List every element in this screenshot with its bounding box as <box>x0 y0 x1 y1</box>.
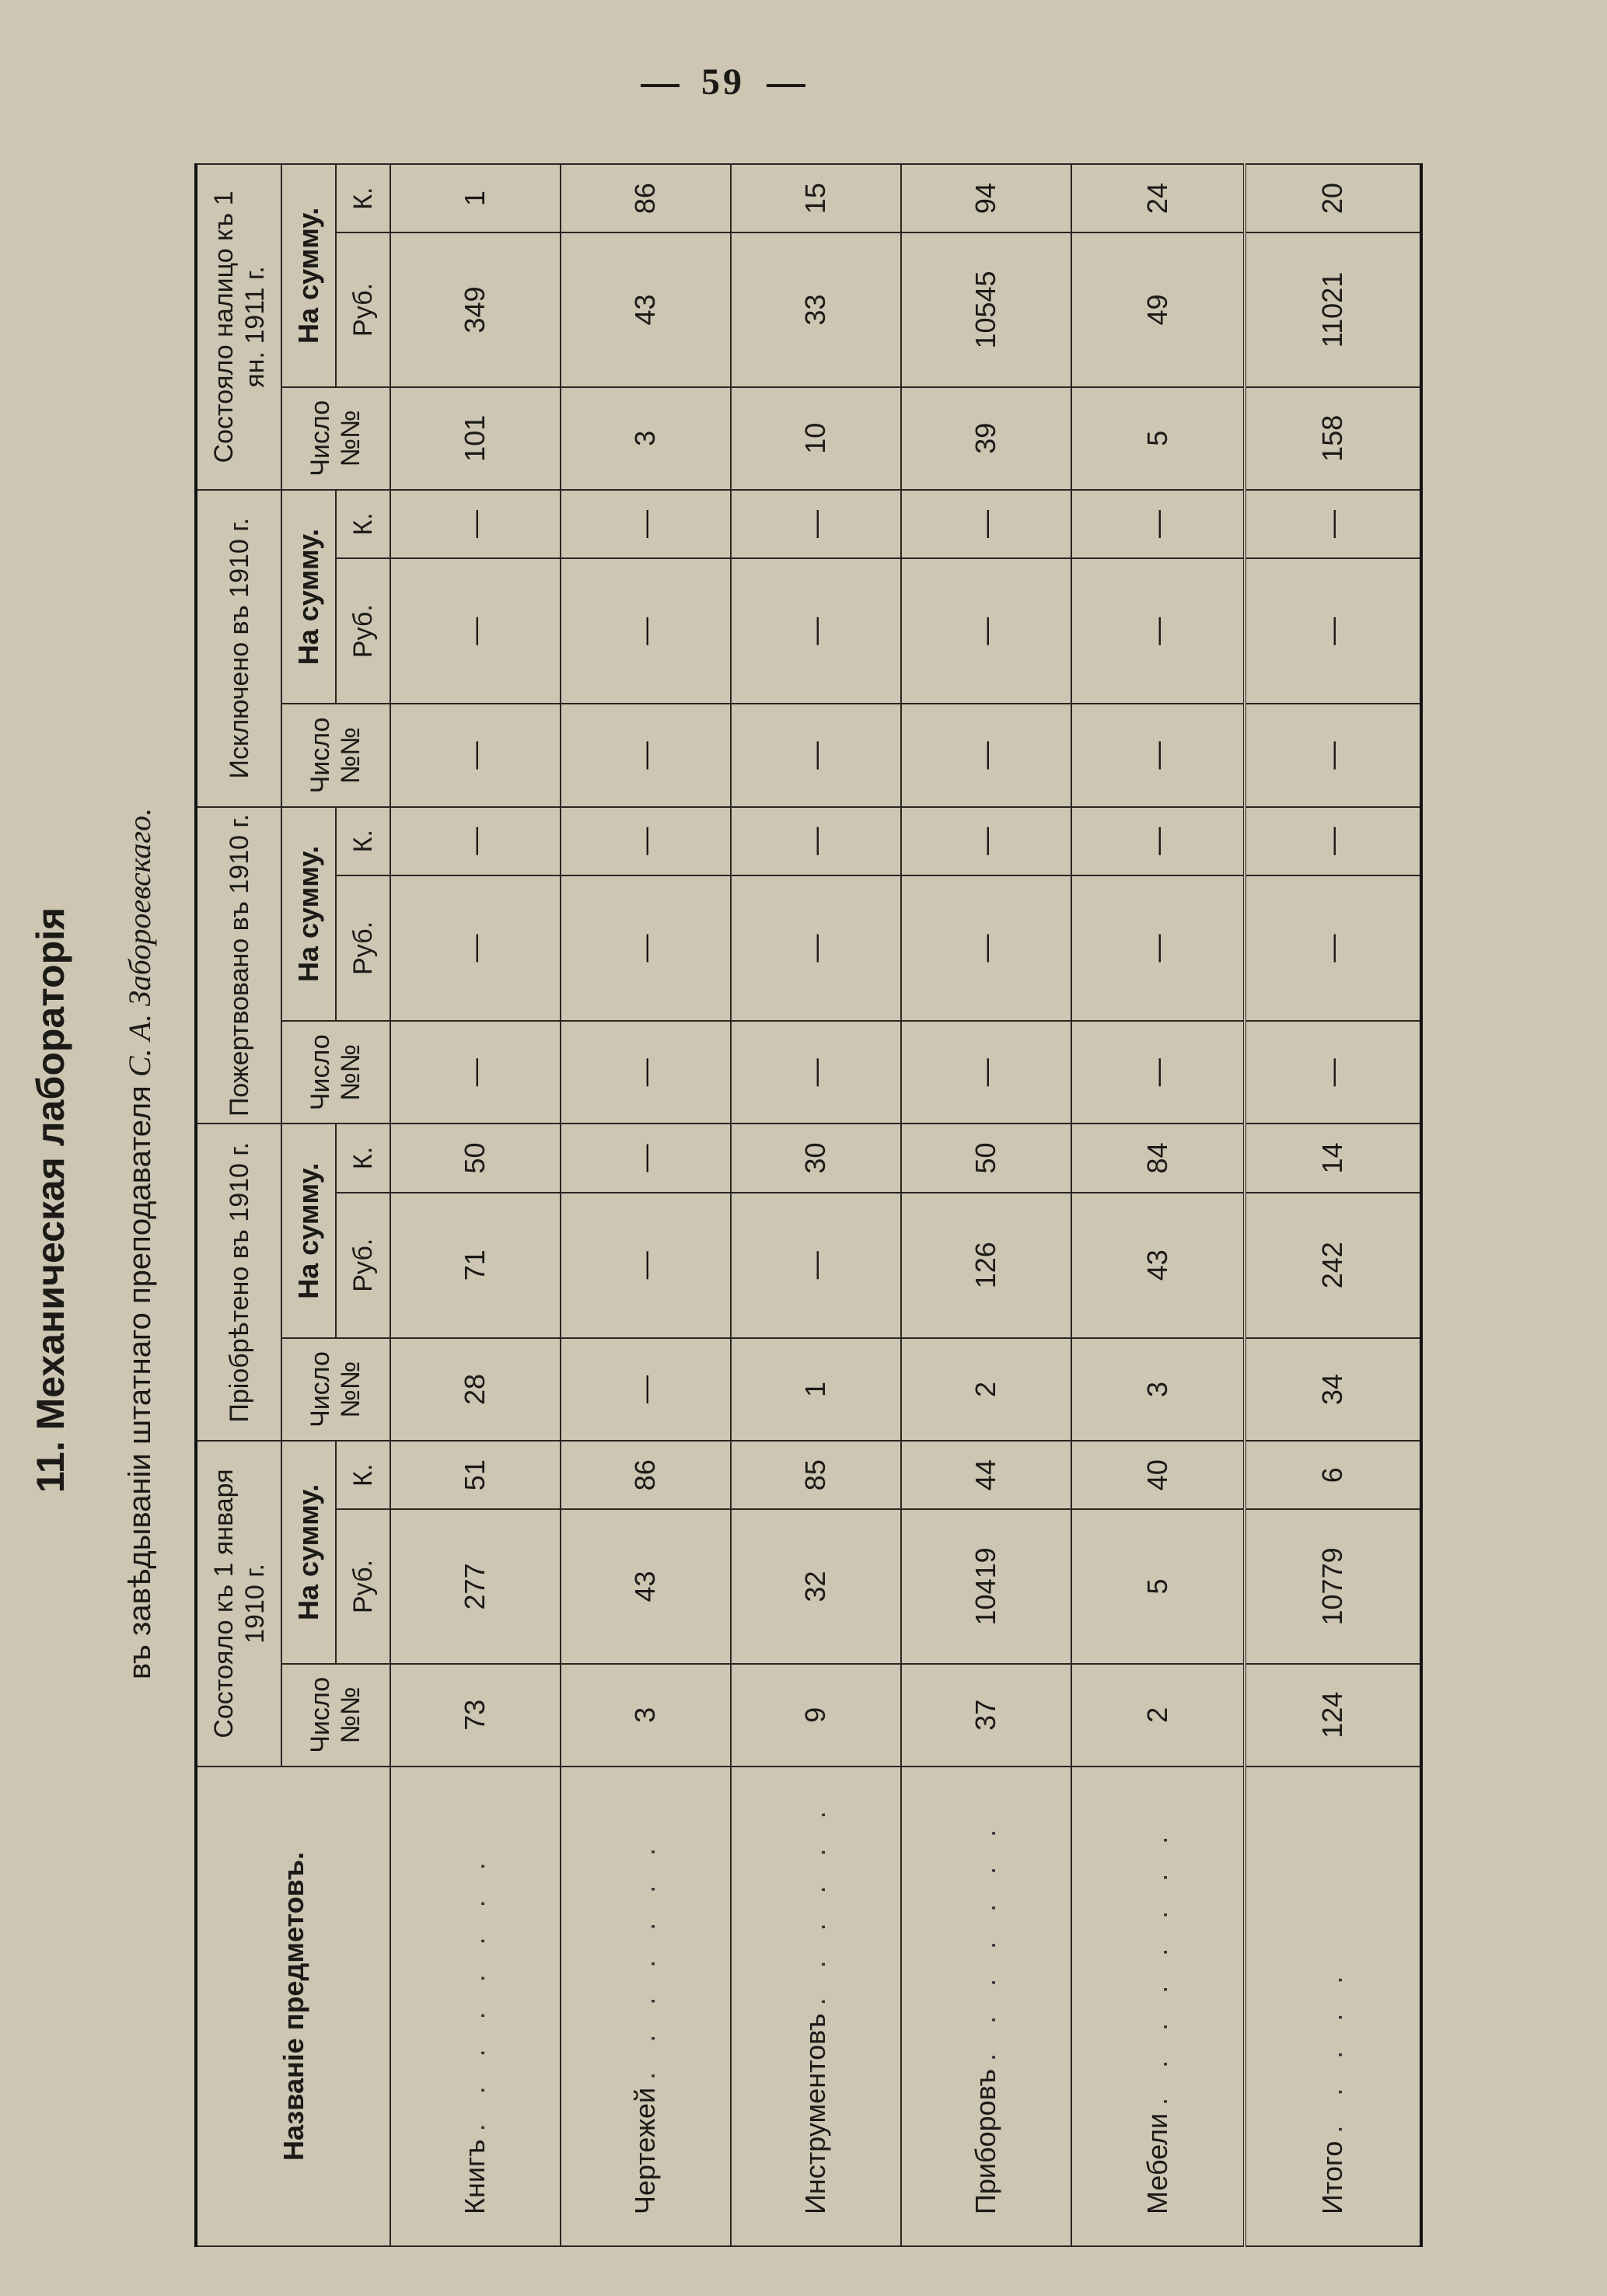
cell-value: 86 <box>561 164 731 232</box>
header-count: Число №№ <box>281 387 390 490</box>
header-group-end: Состояло налицо къ 1 ян. 1911 г. <box>196 164 281 490</box>
header-group-donated: Пожертвовано въ 1910 г. <box>196 807 281 1124</box>
cell-value: — <box>390 875 561 1021</box>
row-item-name <box>1071 1767 1245 2246</box>
cell-value: — <box>1245 704 1421 806</box>
header-rub: Руб. <box>336 1509 390 1663</box>
cell-value: — <box>901 558 1071 704</box>
cell-value: 124 <box>1245 1664 1421 1767</box>
cell-value: 126 <box>901 1193 1071 1338</box>
cell-value: 9 <box>731 1664 901 1767</box>
cell-value: 94 <box>901 164 1071 232</box>
inventory-table <box>194 163 1423 2247</box>
cell-value: 10545 <box>901 232 1071 386</box>
cell-value: 51 <box>390 1441 561 1509</box>
cell-value: 20 <box>1245 164 1421 232</box>
cell-value: — <box>1071 558 1245 704</box>
subtitle-prefix: въ завѣдываніи штатнаго преподавателя <box>123 1085 157 1679</box>
cell-value: 3 <box>561 387 731 490</box>
cell-value: 32 <box>731 1509 901 1663</box>
cell-value: 158 <box>1245 387 1421 490</box>
item-label: Мебели <box>1141 2113 1173 2214</box>
cell-value: 28 <box>390 1338 561 1441</box>
cell-value: 40 <box>1071 1441 1245 1509</box>
cell-value: 73 <box>390 1664 561 1767</box>
header-sum: На сумму. <box>281 490 336 704</box>
cell-value: — <box>731 558 901 704</box>
header-sum: На сумму. <box>281 164 336 387</box>
page-title: 11. Механическая лабораторія <box>29 907 72 1493</box>
cell-value: 1 <box>731 1338 901 1441</box>
cell-value: 85 <box>731 1441 901 1509</box>
cell-value: — <box>561 875 731 1021</box>
cell-value: — <box>561 1124 731 1192</box>
cell-value: 242 <box>1245 1193 1421 1338</box>
cell-value: 3 <box>1071 1338 1245 1441</box>
header-sum: На сумму. <box>281 807 336 1022</box>
subtitle-name: С. А. Забороевскаго. <box>122 807 157 1078</box>
cell-value: 15 <box>731 164 901 232</box>
header-rub: Руб. <box>336 875 390 1021</box>
header-kop: К. <box>336 807 390 875</box>
cell-value: 50 <box>901 1124 1071 1192</box>
cell-value: — <box>1071 704 1245 806</box>
subtitle <box>117 140 163 2270</box>
cell-value: 6 <box>1245 1441 1421 1509</box>
cell-value: — <box>901 875 1071 1021</box>
header-count: Число №№ <box>281 1021 390 1124</box>
cell-value: 3 <box>561 1664 731 1767</box>
cell-value: 101 <box>390 387 561 490</box>
header-count: Число №№ <box>281 1338 390 1441</box>
cell-value: — <box>1245 558 1421 704</box>
cell-value: 24 <box>1071 164 1245 232</box>
item-label: Приборовъ <box>969 2068 1002 2214</box>
header-kop: К. <box>336 490 390 558</box>
cell-value: — <box>731 807 901 875</box>
cell-value: 50 <box>390 1124 561 1192</box>
cell-value: — <box>390 1021 561 1124</box>
row-item-name <box>390 1767 561 2246</box>
cell-value: 349 <box>390 232 561 386</box>
header-sum: На сумму. <box>281 1441 336 1664</box>
cell-value: 14 <box>1245 1124 1421 1192</box>
table-body <box>390 164 1421 2246</box>
header-rub: Руб. <box>336 558 390 704</box>
cell-value: — <box>390 490 561 558</box>
leader-dots: . . . . . <box>1316 1965 1349 2133</box>
cell-value: 1 <box>390 164 561 232</box>
header-rub: Руб. <box>336 232 390 386</box>
cell-value: 43 <box>561 232 731 386</box>
cell-value: — <box>561 1193 731 1338</box>
header-count: Число №№ <box>281 1664 390 1767</box>
cell-value: — <box>390 558 561 704</box>
table-row <box>1071 164 1245 2246</box>
cell-value: — <box>1245 807 1421 875</box>
header-rub: Руб. <box>336 1193 390 1338</box>
cell-value: — <box>561 1021 731 1124</box>
cell-value: 43 <box>561 1509 731 1663</box>
cell-value: — <box>561 1338 731 1441</box>
header-item-name: Названіе предметовъ. <box>196 1767 390 2246</box>
cell-value: — <box>1071 490 1245 558</box>
leader-dots: . . . . . . . <box>969 1818 1002 2061</box>
cell-value: 2 <box>1071 1664 1245 1767</box>
cell-value: — <box>1245 1021 1421 1124</box>
header-sum: На сумму. <box>281 1124 336 1338</box>
cell-value: 33 <box>731 232 901 386</box>
cell-value: — <box>731 1193 901 1338</box>
cell-value: — <box>561 807 731 875</box>
page-number: 59 <box>614 61 832 103</box>
cell-value: 43 <box>1071 1193 1245 1338</box>
leader-dots: . . . . . . . . <box>459 1851 491 2132</box>
row-item-name <box>1245 1767 1421 2246</box>
cell-value: 86 <box>561 1441 731 1509</box>
header-group-acquired: Пріобрѣтено въ 1910 г. <box>196 1124 281 1441</box>
row-item-name <box>561 1767 731 2246</box>
row-item-name <box>901 1767 1071 2246</box>
cell-value: — <box>1071 807 1245 875</box>
header-count: Число №№ <box>281 704 390 806</box>
cell-value: — <box>1245 875 1421 1021</box>
table-row <box>731 164 901 2246</box>
table-row <box>561 164 731 2246</box>
table-row <box>390 164 561 2246</box>
cell-value: — <box>561 558 731 704</box>
cell-value: — <box>901 704 1071 806</box>
cell-value: 10779 <box>1245 1509 1421 1663</box>
cell-value: 34 <box>1245 1338 1421 1441</box>
cell-value: — <box>561 490 731 558</box>
header-kop: К. <box>336 1441 390 1509</box>
item-label: Чертежей <box>629 2087 662 2214</box>
header-kop: К. <box>336 164 390 232</box>
cell-value: — <box>1071 875 1245 1021</box>
cell-value: 84 <box>1071 1124 1245 1192</box>
cell-value: — <box>1245 490 1421 558</box>
rotated-content <box>23 140 1423 2270</box>
item-label: Итого <box>1316 2140 1349 2214</box>
cell-value: 30 <box>731 1124 901 1192</box>
cell-value: 5 <box>1071 1509 1245 1663</box>
cell-value: — <box>1071 1021 1245 1124</box>
cell-value: — <box>731 490 901 558</box>
cell-value: — <box>731 875 901 1021</box>
row-item-name <box>731 1767 901 2246</box>
cell-value: 11021 <box>1245 232 1421 386</box>
cell-value: 277 <box>390 1509 561 1663</box>
header-group-excluded: Исключено въ 1910 г. <box>196 490 281 807</box>
header-kop: К. <box>336 1124 390 1192</box>
header-group-start: Состояло къ 1 января 1910 г. <box>196 1441 281 1767</box>
cell-value: 10419 <box>901 1509 1071 1663</box>
cell-value: 39 <box>901 387 1071 490</box>
cell-value: — <box>731 704 901 806</box>
item-label: Книгъ <box>459 2139 491 2214</box>
cell-value: — <box>731 1021 901 1124</box>
cell-value: 49 <box>1071 232 1245 386</box>
cell-value: 5 <box>1071 387 1245 490</box>
cell-value: 10 <box>731 387 901 490</box>
table-row <box>901 164 1071 2246</box>
leader-dots: . . . . . . . <box>629 1836 662 2080</box>
total-row <box>1245 164 1421 2246</box>
cell-value: — <box>901 1021 1071 1124</box>
cell-value: — <box>901 490 1071 558</box>
cell-value: 71 <box>390 1193 561 1338</box>
cell-value: 2 <box>901 1338 1071 1441</box>
cell-value: — <box>901 807 1071 875</box>
leader-dots: . . . . . . . . <box>1141 1825 1173 2106</box>
cell-value: — <box>561 704 731 806</box>
item-label: Инструментовъ <box>799 2013 832 2214</box>
leader-dots: . . . . . . <box>799 1800 832 2006</box>
cell-value: 44 <box>901 1441 1071 1509</box>
cell-value: — <box>390 807 561 875</box>
cell-value: — <box>390 704 561 806</box>
cell-value: 37 <box>901 1664 1071 1767</box>
